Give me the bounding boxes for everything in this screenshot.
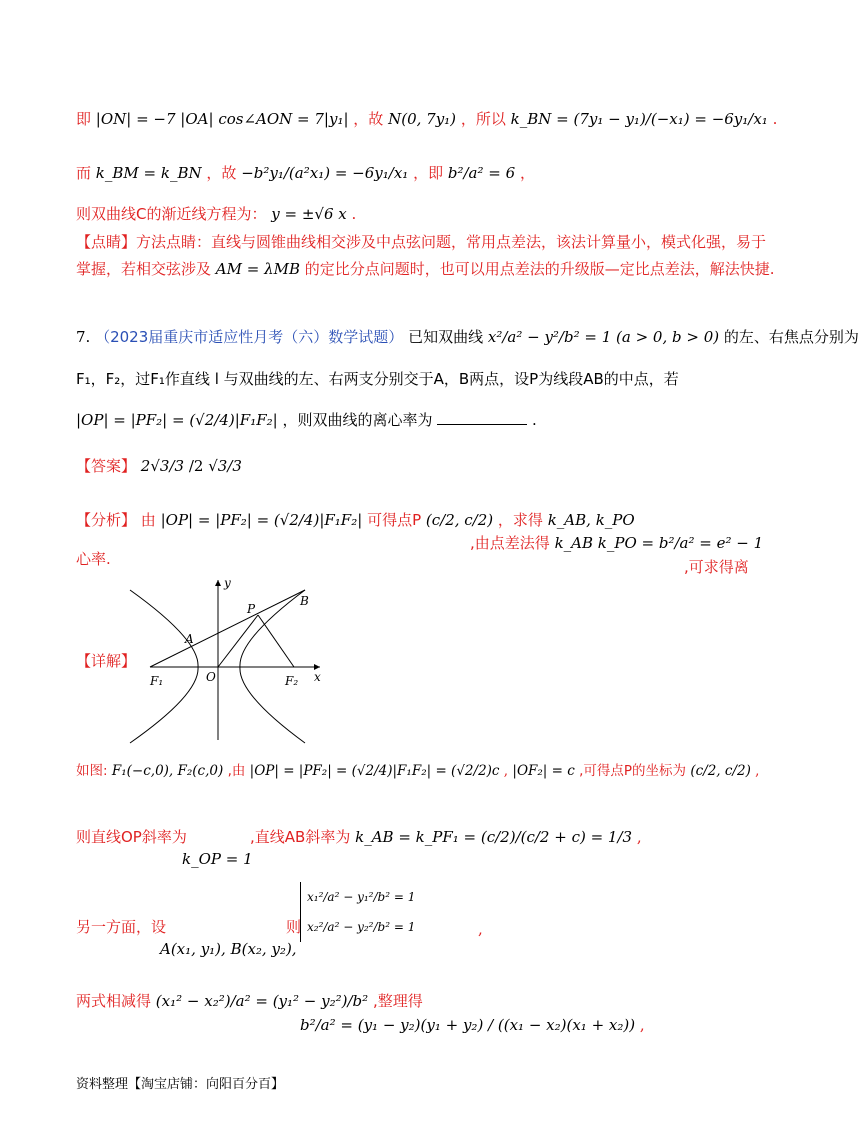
formula: |ON| = −7 |OA| cos∠AON = 7|y₁| bbox=[95, 110, 349, 128]
question-line-1 bbox=[76, 326, 859, 348]
question-line-2 bbox=[76, 368, 679, 390]
formula: k_OP = 1 bbox=[182, 850, 253, 868]
text: , bbox=[503, 763, 509, 779]
text: ,直线AB斜率为 bbox=[250, 828, 351, 846]
label-F1: F₁ bbox=[150, 674, 164, 688]
analysis-label: 【分析】 bbox=[76, 511, 137, 529]
detail-line-2 bbox=[76, 826, 187, 848]
text: ,整理得 bbox=[372, 992, 423, 1010]
text: 则 bbox=[286, 918, 302, 936]
detail-label bbox=[76, 650, 136, 672]
answer-value: √3/3 bbox=[208, 457, 242, 475]
formula: (c/2, c/2) bbox=[425, 511, 494, 529]
hyperbola-figure bbox=[130, 575, 330, 745]
detail-line-4b bbox=[300, 1014, 645, 1036]
formula: (c/2, c/2) bbox=[690, 763, 751, 779]
solution-line-1 bbox=[76, 108, 777, 130]
text: 而 bbox=[76, 164, 92, 182]
formula: b²/a² = (y₁ − y₂)(y₁ + y₂) / ((x₁ − x₂)(x₁ + x₂)) bbox=[300, 1016, 636, 1034]
text: , bbox=[755, 763, 760, 779]
tip-label: 【点睛】 bbox=[76, 233, 137, 251]
formula: k_BM = k_BN bbox=[95, 164, 202, 182]
label-B: B bbox=[300, 594, 309, 608]
text: 由 bbox=[140, 511, 156, 529]
analysis-line-2 bbox=[76, 548, 111, 570]
kop-formula bbox=[182, 848, 253, 870]
formula: |OP| = |PF₂| = (√2/4)|F₁F₂| bbox=[76, 411, 278, 429]
formula: (x₁² − x₂²)/a² = (y₁² − y₂²)/b² bbox=[155, 992, 369, 1010]
formula: b²/a² = 6 bbox=[447, 164, 516, 182]
detail-line-3c bbox=[478, 918, 483, 940]
text: 则直线OP斜率为 bbox=[76, 828, 187, 846]
detail-line-4 bbox=[76, 990, 423, 1012]
footer: 资料整理【淘宝店铺：向阳百分百】 bbox=[76, 1077, 285, 1092]
text: ,可求得离 bbox=[684, 558, 749, 576]
label-x: x bbox=[314, 670, 321, 684]
text: , bbox=[636, 828, 642, 846]
text: 则双曲线C的渐近线方程为： bbox=[76, 205, 267, 223]
answer-blank bbox=[437, 410, 527, 425]
text: /2 bbox=[188, 457, 204, 475]
detail-line-3b bbox=[286, 916, 301, 938]
formula: x²/a² − y²/b² = 1 (a > 0, b > 0) bbox=[487, 328, 720, 346]
tip-text: 方法点睛：直线与圆锥曲线相交涉及中点弦问题，常用点差法，该法计算量小，模式化强，易于 bbox=[136, 233, 767, 251]
label-O: O bbox=[206, 670, 216, 684]
text: F₁，F₂，过F₁作直线 l 与双曲线的左、右两支分别交于A，B两点，设P为线段AB的中点，若 bbox=[76, 370, 679, 388]
label-A: A bbox=[185, 632, 194, 646]
text: 另一方面，设 bbox=[76, 918, 167, 936]
label-F2: F₂ bbox=[285, 674, 299, 688]
analysis-line-1c bbox=[684, 556, 749, 578]
formula: AM = λMB bbox=[215, 260, 300, 278]
equation-system bbox=[300, 882, 415, 942]
asymptote-line bbox=[76, 203, 356, 225]
formula: k_BN = (7y₁ − y₁)/(−x₁) = −6y₁/x₁ bbox=[510, 110, 768, 128]
text: ，求得 bbox=[497, 511, 543, 529]
question-number: 7. bbox=[76, 328, 91, 346]
answer-line bbox=[76, 455, 242, 477]
question-line-3 bbox=[76, 409, 537, 431]
question-source: （2023届重庆市适应性月考（六）数学试题） bbox=[95, 328, 404, 346]
formula: −b²y₁/(a²x₁) = −6y₁/x₁ bbox=[241, 164, 409, 182]
equation-2: x₂²/a² − y₂²/b² = 1 bbox=[307, 920, 416, 934]
formula: A(x₁, y₁), B(x₂, y₂), bbox=[160, 940, 297, 958]
text: ，所以 bbox=[460, 110, 506, 128]
text: , bbox=[478, 920, 483, 938]
text: . bbox=[351, 205, 357, 223]
text: 的左、右焦点分别为 bbox=[723, 328, 859, 346]
analysis-line-1 bbox=[76, 509, 635, 531]
text: . bbox=[532, 411, 537, 429]
detail-line-3 bbox=[76, 916, 166, 938]
formula: k_AB, k_PO bbox=[547, 511, 635, 529]
y-axis-arrow bbox=[215, 580, 221, 586]
text: 已知双曲线 bbox=[408, 328, 484, 346]
formula: k_AB k_PO = b²/a² = e² − 1 bbox=[554, 534, 764, 552]
text: 如图: bbox=[76, 763, 108, 779]
text: . bbox=[772, 110, 778, 128]
text: ，故 bbox=[206, 164, 237, 182]
label-y: y bbox=[224, 576, 231, 590]
text: 可得点P bbox=[367, 511, 422, 529]
text: 即 bbox=[76, 110, 92, 128]
formula: |OP| = |PF₂| = (√2/4)|F₁F₂| = (√2/2)c bbox=[249, 763, 500, 779]
formula: |OP| = |PF₂| = (√2/4)|F₁F₂| bbox=[160, 511, 363, 529]
detail-label-text: 【详解】 bbox=[76, 652, 137, 670]
line-P-F2 bbox=[258, 615, 294, 667]
formula: |OF₂| = c bbox=[512, 763, 575, 779]
text: ,由 bbox=[227, 763, 246, 779]
detail-line-2b bbox=[250, 826, 642, 848]
answer-value: 2√3/3 bbox=[140, 457, 185, 475]
label-P: P bbox=[247, 602, 256, 616]
points-AB bbox=[160, 938, 297, 960]
equation-1: x₁²/a² − y₁²/b² = 1 bbox=[307, 890, 416, 904]
formula: k_AB = k_PF₁ = (c/2)/(c/2 + c) = 1/3 bbox=[355, 828, 633, 846]
solution-line-2 bbox=[76, 162, 535, 184]
tip-line-2 bbox=[76, 258, 775, 280]
tip-text: 掌握，若相交弦涉及 bbox=[76, 260, 212, 278]
text: 心率. bbox=[76, 550, 111, 568]
formula: y = ±√6 x bbox=[271, 205, 347, 223]
text: , bbox=[639, 1016, 645, 1034]
answer-label: 【答案】 bbox=[76, 457, 137, 475]
formula: F₁(−c,0), F₂(c,0) bbox=[111, 763, 224, 779]
analysis-line-1b bbox=[470, 532, 763, 554]
tip-text: 的定比分点问题时，也可以用点差法的升级版—定比点差法，解法快捷. bbox=[304, 260, 775, 278]
text: ，故 bbox=[353, 110, 384, 128]
text: ，则双曲线的离心率为 bbox=[282, 411, 433, 429]
text: ,可得点P的坐标为 bbox=[579, 763, 687, 779]
tip-line-1 bbox=[76, 231, 766, 253]
text: 两式相减得 bbox=[76, 992, 152, 1010]
detail-line-1 bbox=[76, 760, 759, 782]
formula: N(0, 7y₁) bbox=[388, 110, 457, 128]
text: ,由点差法得 bbox=[470, 534, 550, 552]
text: ， bbox=[519, 164, 535, 182]
text: ，即 bbox=[413, 164, 444, 182]
